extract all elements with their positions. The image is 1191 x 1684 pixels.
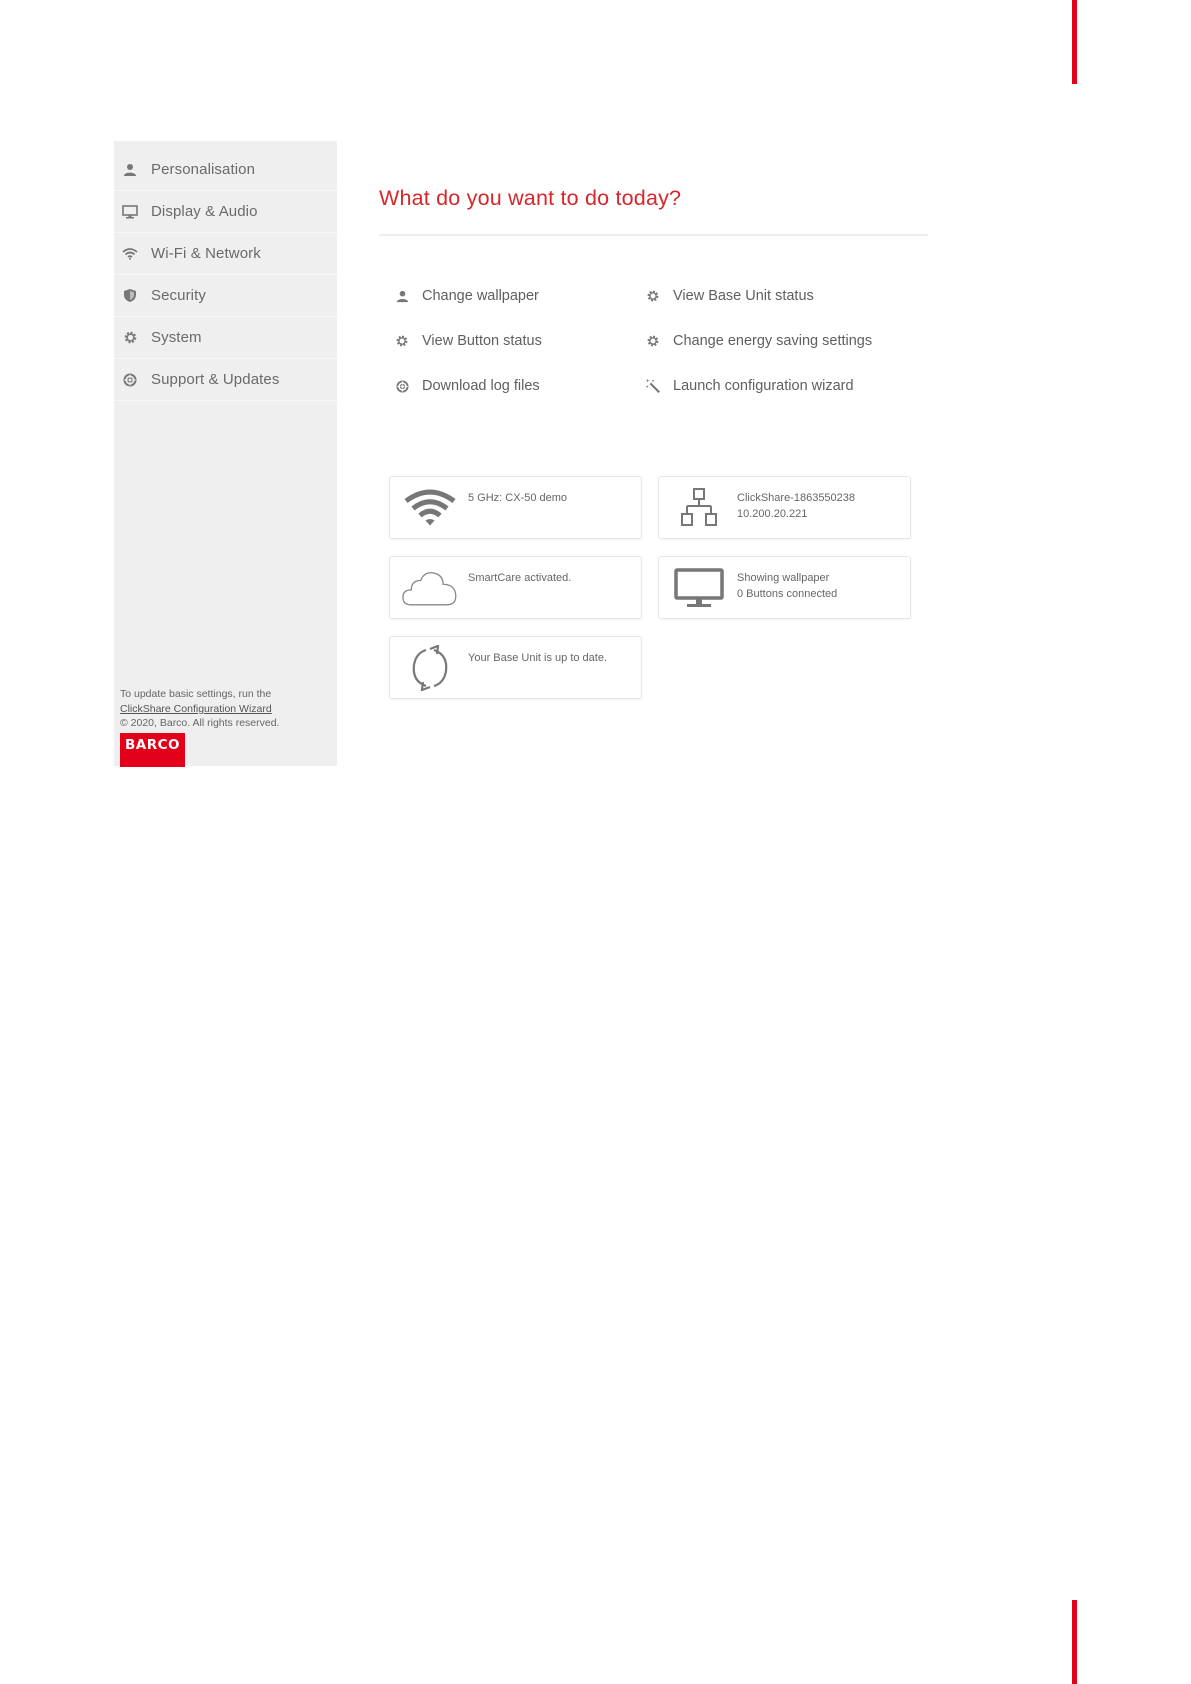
network-icon [671, 485, 727, 531]
monitor-icon [671, 565, 727, 611]
gear-icon [645, 333, 661, 349]
sidebar-item-label: System [151, 329, 202, 346]
sidebar-item-support-updates[interactable] [114, 359, 337, 401]
display-status: Showing wallpaper [737, 572, 830, 584]
heading-divider [379, 234, 928, 236]
person-icon [394, 288, 410, 304]
download-log-files-link[interactable] [394, 378, 540, 394]
action-label: Change wallpaper [422, 288, 539, 304]
gear-icon [394, 333, 410, 349]
barco-logo-text: BARCO [124, 737, 181, 753]
page-edge-mark-bottom [1072, 1600, 1077, 1684]
card-text [468, 491, 567, 507]
sidebar-item-label: Display & Audio [151, 203, 258, 220]
view-button-status-link[interactable] [394, 333, 542, 349]
card-text [468, 651, 607, 667]
view-base-unit-status-link[interactable] [645, 288, 814, 304]
page-title: What do you want to do today? [379, 186, 682, 210]
update-status-card [389, 636, 642, 699]
sidebar-footer [120, 687, 332, 731]
sidebar-item-label: Wi-Fi & Network [151, 245, 261, 262]
sidebar-item-label: Support & Updates [151, 371, 280, 388]
copyright-text: © 2020, Barco. All rights reserved. [120, 717, 280, 729]
card-text [737, 571, 837, 602]
configuration-wizard-link[interactable]: ClickShare Configuration Wizard [120, 702, 272, 715]
person-icon [122, 162, 138, 178]
sidebar [114, 141, 337, 766]
page-edge-mark-top [1072, 0, 1077, 84]
sidebar-item-wifi-network[interactable] [114, 233, 337, 275]
action-label: View Button status [422, 333, 542, 349]
device-hostname: ClickShare-1863550238 [737, 492, 856, 504]
card-text [468, 571, 571, 587]
card-text [737, 491, 855, 522]
monitor-icon [122, 204, 138, 220]
lifebuoy-icon [122, 372, 138, 388]
change-energy-saving-settings-link[interactable] [645, 333, 872, 349]
sidebar-item-label: Personalisation [151, 161, 256, 178]
action-label: View Base Unit status [673, 288, 814, 304]
network-status-card [658, 476, 911, 539]
footer-text: To update basic settings, run the [120, 688, 272, 700]
gear-icon [645, 288, 661, 304]
update-status: Your Base Unit is up to date. [468, 652, 608, 664]
barco-logo [120, 733, 185, 767]
smartcare-status: SmartCare activated. [468, 572, 572, 584]
wifi-network-name: 5 GHz: CX-50 demo [468, 492, 568, 504]
sidebar-item-personalisation[interactable] [114, 149, 337, 191]
refresh-icon [402, 645, 458, 691]
device-ip-address: 10.200.20.221 [737, 507, 808, 520]
action-label: Change energy saving settings [673, 333, 873, 349]
magic-wand-icon [645, 378, 661, 394]
sidebar-item-display-audio[interactable] [114, 191, 337, 233]
launch-configuration-wizard-link[interactable] [645, 378, 854, 394]
lifebuoy-icon [394, 378, 410, 394]
change-wallpaper-link[interactable] [394, 288, 539, 304]
action-label: Download log files [422, 378, 540, 394]
wifi-icon [122, 246, 138, 262]
shield-icon [122, 288, 138, 304]
wifi-icon [402, 485, 458, 531]
sidebar-item-label: Security [151, 287, 206, 304]
buttons-connected-count: 0 Buttons connected [737, 587, 838, 600]
wifi-status-card [389, 476, 642, 539]
smartcare-status-card [389, 556, 642, 619]
gear-icon [122, 330, 138, 346]
sidebar-item-system[interactable] [114, 317, 337, 359]
cloud-icon [402, 565, 458, 611]
action-label: Launch configuration wizard [673, 378, 854, 394]
sidebar-item-security[interactable] [114, 275, 337, 317]
display-status-card [658, 556, 911, 619]
